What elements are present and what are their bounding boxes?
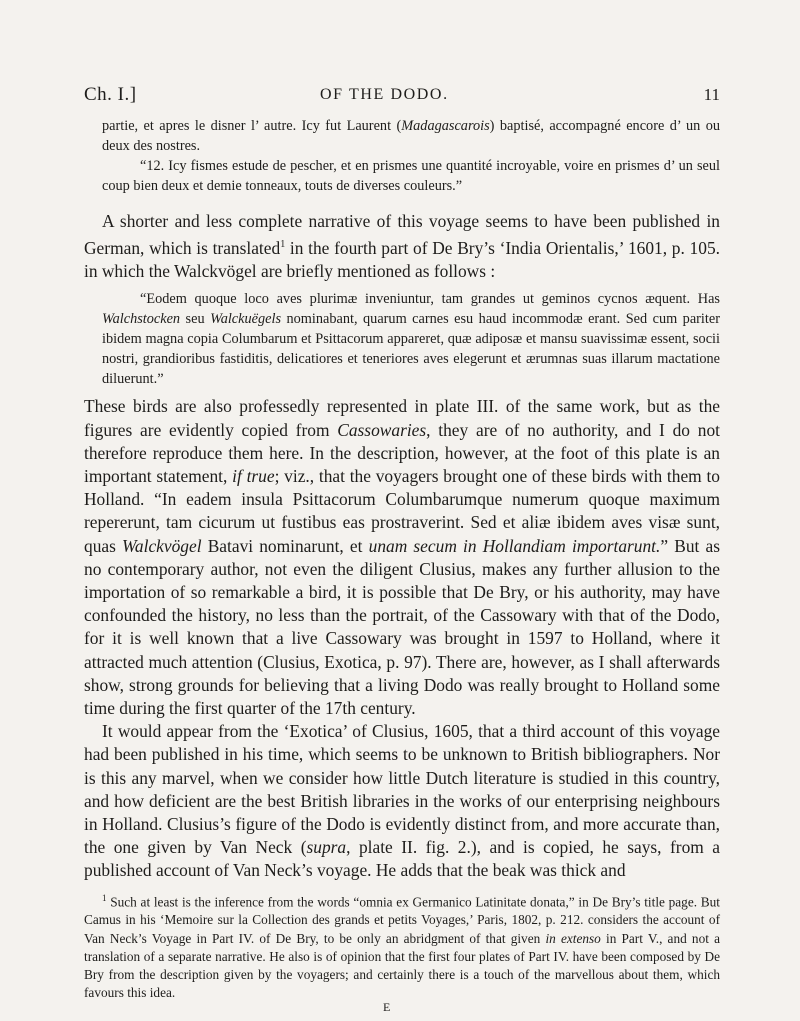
running-header xyxy=(84,84,720,108)
footnote-1: $^1$ Such at least is the inference from the words “omnia ex Germanico Latinitate donata,” in De Bry’s title page. But Camus in his ‘Memoire sur la Collection des grands et petits Voyages,’ Paris, 1802, p. 212. considers the account of Van Neck’s Voyage in Part IV. of De Bry, to be only an abridgment of that given in extenso in Part V., and not a translation of a separate narrative. He also is of opinion that the first four plates of Part IV. have been composed by De Bry from the description given by the voyagers; and certainly there is a touch of the marvellous about them, which favours this idea. xyxy=(84,892,720,1001)
quote-french-part1: partie, et apres le disner l’ autre. Icy fut Laurent (Madagascarois) baptisé, accompagné encore d’ un ou deux des nostres. xyxy=(102,118,720,154)
page-number: 11 xyxy=(703,85,720,104)
paragraph-clusius-exotica: It would appear from the ‘Exotica’ of Clusius, 1605, that a third account of this voyage had been published in his time, which seems to be unknown to British bibliographers. Nor is this any marvel, when we consider how little Dutch literature is studied in this country, and how deficient are the best British libraries in the works of our enterprising neighbours in Holland. Clusius’s figure of the Dodo is evidently distinct from, and more accurate than, the one given by Van Neck (supra, plate II. fig. 2.), and is copied, he says, from a published account of Van Neck’s voyage. He adds that the beak was thick and xyxy=(84,721,720,881)
paragraph-plate-three: These birds are also professedly represented in plate III. of the same work, but as the figures are evidently copied from Cassowaries, they are of no authority, and I do not therefore reproduce them here. In the description, however, at the foot of this plate is an important statement, if true; viz., that the voyagers brought one of these birds with them to Holland. “In eadem insula Psittacorum Columbarumque numerum quoque maximum repererunt, tam cicurum ut fustibus eas prostraverint. Sed et aliæ ibidem aves visæ sunt, quas Walckvögel Batavi nominarunt, et unam secum in Hollandiam importarunt.” But as no contemporary author, not even the diligent Clusius, makes any further allusion to the importation of so remarkable a bird, it is possible that De Bry, or his authority, may have confounded the history, no less than the portrait, of the Cassowary with that of the Dodo, for it is well known that a live Cassowary was brought in 1597 to Holland, where it attracted much attention (Clusius, Exotica, p. 97). There are, however, as I shall afterwards show, strong grounds for believing that a living Dodo was really brought to Holland some time during the first quarter of the 17th century. xyxy=(84,396,720,719)
quote-french-part2: “12. Icy fismes estude de pescher, et en prismes une quantité incroyable, voire en prismes d’ un seul coup bien deux et demie tonneaux, touts de diverses couleurs.” xyxy=(102,158,720,194)
paragraph-german-narrative: A shorter and less complete narrative of this voyage seems to have been published in German, which is translated$^1$ in the fourth part of De Bry’s ‘India Orientalis,’ 1601, p. 105. in which the Walckvögel are briefly mentioned as follows : xyxy=(84,211,720,282)
signature-mark: E xyxy=(383,1000,391,1014)
page-body xyxy=(84,116,720,1002)
chapter-label: Ch. I.] xyxy=(84,84,137,105)
running-title: OF THE DODO. xyxy=(320,86,449,103)
quote-latin-de-bry: “Eodem quoque loco aves plurimæ inveniuntur, tam grandes ut geminos cycnos æquent. Has Walchstocken seu Walckuëgels nominabant, quarum carnes esu haud incommodæ erant. Sed cum pariter ibidem magna copia Columbarum et Psittacorum appareret, quæ adiposæ et mansu suavissimæ essent, socii nostri, grandioribus fastiditis, delicatiores et teneriores aves elegerunt et ærumnas suas illarum mactatione diluerunt.” xyxy=(102,291,720,388)
